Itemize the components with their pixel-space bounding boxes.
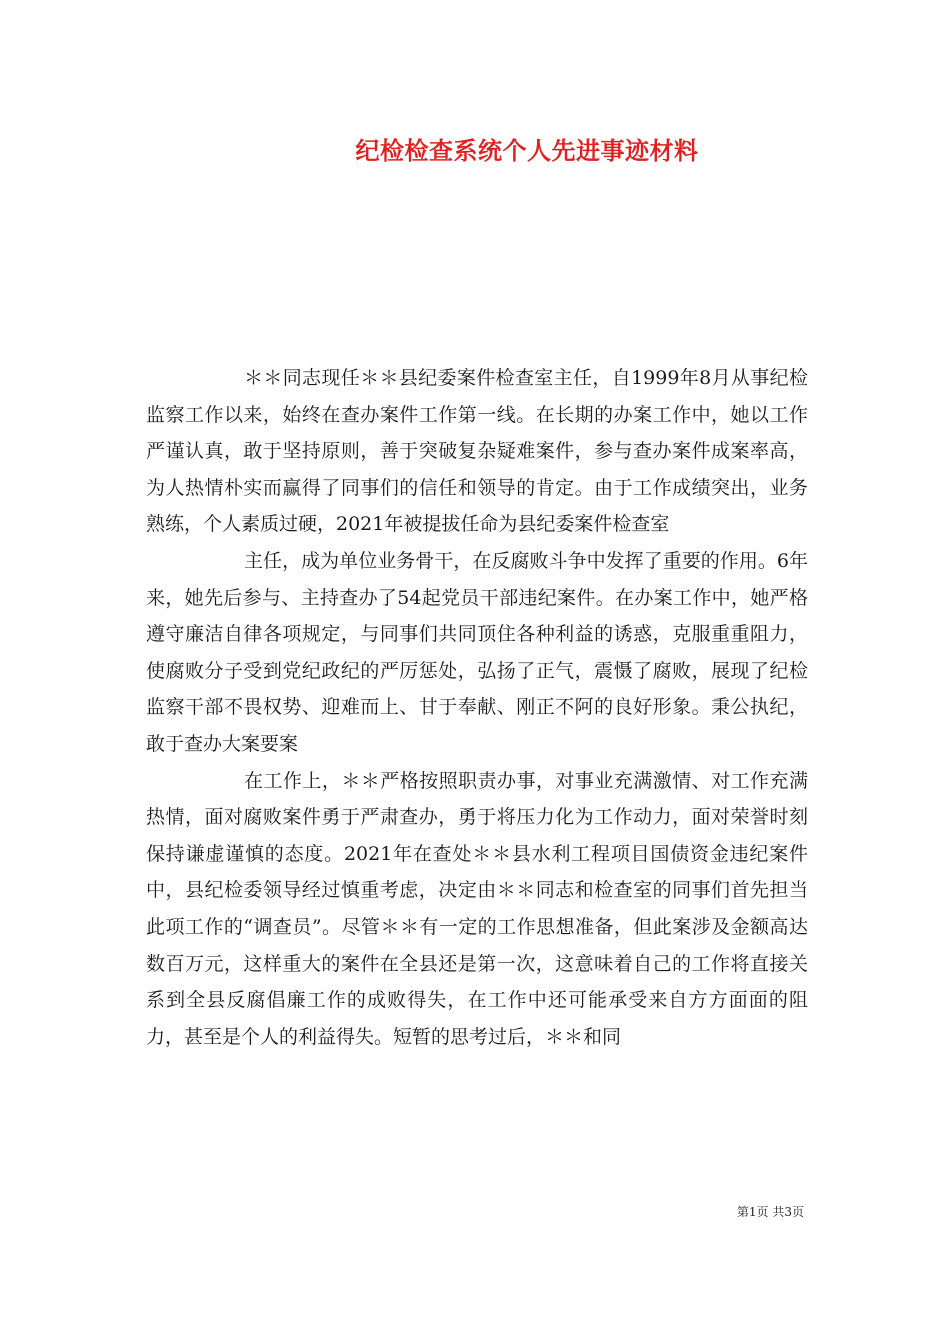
document-body (146, 360, 808, 1055)
paragraph-3: 在工作上，＊＊严格按照职责办事，对事业充满激情、对工作充满热情，面对腐败案件勇于严肃查办，勇于将压力化为工作动力，面对荣誉时刻保持谦虚谨慎的态度。2021年在查处＊＊县水利工程项目国债资金违纪案件中，县纪检委领导经过慎重考虑，决定由＊＊同志和检查室的同事们首先担当此项工作的“调查员”。尽管＊＊有一定的工作思想准备，但此案涉及金额高达数百万元，这样重大的案件在全县还是第一次，这意味着自己的工作将直接关系到全县反腐倡廉工作的成败得失，在工作中还可能承受来自方方面面的阻力，甚至是个人的利益得失。短暂的思考过后，＊＊和同 (146, 769, 808, 1048)
paragraph-2: 主任，成为单位业务骨干，在反腐败斗争中发挥了重要的作用。6年来，她先后参与、主持查办了54起党员干部违纪案件。在办案工作中，她严格遵守廉洁自律各项规定，与同事们共同顶住各种利益的诱惑，克服重重阻力，使腐败分子受到党纪政纪的严厉惩处，弘扬了正气，震慑了腐败，展现了纪检监察干部不畏权势、迎难而上、甘于奉献、刚正不阿的良好形象。秉公执纪，敢于查办大案要案 (146, 549, 808, 755)
page-number: 第1页 共3页 (736, 1205, 804, 1219)
paragraph-1: ＊＊同志现任＊＊县纪委案件检查室主任，自1999年8月从事纪检监察工作以来，始终在查办案件工作第一线。在长期的办案工作中，她以工作严谨认真，敢于坚持原则，善于突破复杂疑难案件，参与查办案件成案率高，为人热情朴实而赢得了同事们的信任和领导的肯定。由于工作成绩突出，业务熟练，个人素质过硬，2021年被提拔任命为县纪委案件检查室 (146, 367, 808, 536)
document-title: 纪检检查系统个人先进事迹材料 (355, 136, 699, 165)
